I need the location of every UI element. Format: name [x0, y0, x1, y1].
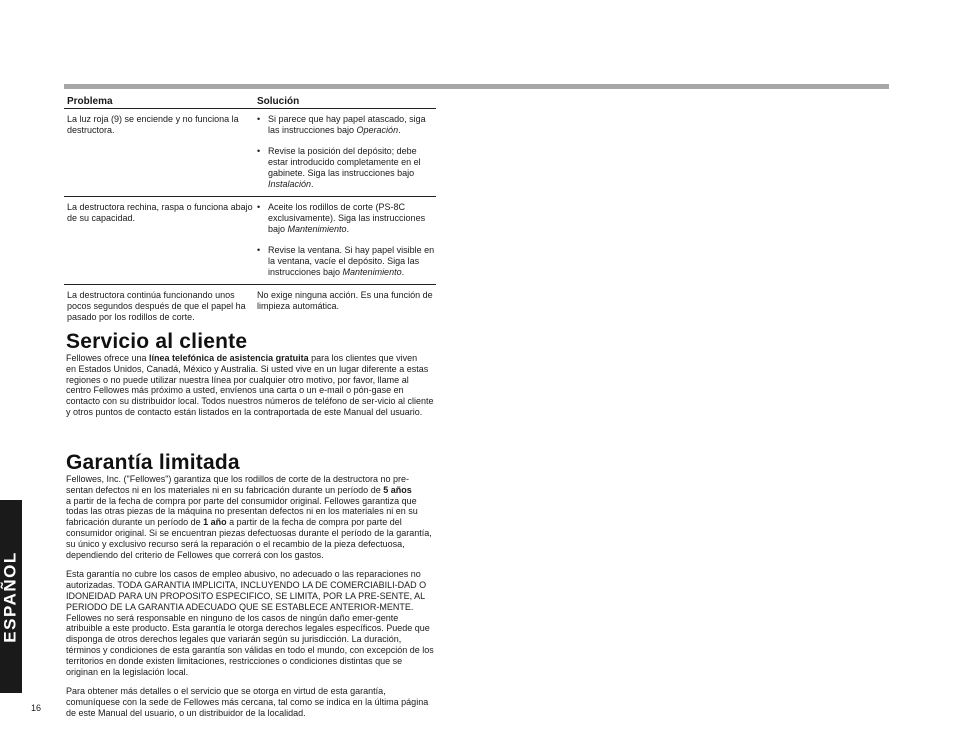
page-number: 16 — [31, 703, 42, 713]
solution-list — [257, 202, 436, 278]
solution-cell: No exige ninguna acción. Es una función de limpieza automática. — [257, 290, 433, 311]
hotline-emphasis: línea telefónica de asistencia gratuita — [149, 353, 309, 363]
table-row — [64, 109, 436, 197]
solution-end: . — [401, 267, 405, 277]
header-solution: Solución — [254, 95, 436, 109]
problem-cell: La destructora continúa funcionando unos pocos segundos después de que el papel ha pasado por los rodillos de corte. — [67, 290, 246, 322]
garantia-paragraph-4: Para obtener más detalles o el servicio que se otorga en virtud de esta garantía, comuníquese con la sede de Fellowes más cercana, tal como se indica en la última página de este Manual del usuario, o un distribuidor de la localidad. — [66, 686, 429, 718]
solution-list — [257, 114, 436, 190]
table-row — [64, 285, 436, 330]
garantia-paragraph-3: Esta garantía no cubre los casos de empleo abusivo, no adecuado o las reparaciones no autorizadas. TODA GARANTIA IMPLICITA, INCLUYENDO LA DE COMERCIABILI-DAD O IDONEIDAD PARA UN PROPOSITO ESPECIFICO, SE LIMITA, POR LA PRE-SENTE, AL PERIODO DE LA GARANTIA ADECUADO QUE SE ESTABLECE ANTERIOR-MENTE. Fellowes no será responsable en ninguno de los casos de ningún daño emer-gente atribuible a este producto. Esta garantía le otorga derechos legales específicos. Puede que disponga de otros derechos legales que variarán según su jurisdicción. La duración, términos y condiciones de esta garantía son válidas en todo el mundo, con excepción de los territorios en donde existen limitaciones, restricciones o condiciones distintas que se originan en la legislación local. — [66, 569, 434, 677]
garantia-paragraph-1 — [66, 474, 434, 496]
section-title-servicio: Servicio al cliente — [66, 330, 248, 353]
warranty-period-1: 1 año — [203, 517, 227, 528]
solution-reference: Mantenimiento — [342, 267, 402, 277]
text-run: Fellowes ofrece una — [66, 353, 150, 363]
table-row — [64, 197, 436, 285]
text-run: Fellowes, Inc. ("Fellowes") garantiza que los rodillos de corte de la destructora no pre-sentan defectos ni en los materiales ni en su fabricación durante un período de — [66, 474, 410, 495]
section-title-garantia: Garantía limitada — [66, 451, 240, 474]
solution-item — [257, 202, 436, 235]
troubleshooting-table — [64, 95, 436, 329]
problem-cell: La destructora rechina, raspa o funciona abajo de su capacidad. — [64, 197, 254, 285]
bullet-icon: • — [257, 202, 261, 212]
solution-reference: Mantenimiento — [287, 224, 347, 234]
text-run: para los clientes que viven — [308, 353, 418, 363]
solution-item — [257, 114, 436, 136]
garantia-paragraph-2 — [66, 496, 434, 561]
bullet-icon: • — [257, 245, 261, 255]
text-run: a partir de la fecha de compra por parte del consumidor original. Si se encuentran piezas defectuosas durante el período de la garantía, su único y exclusivo recurso será la reparación o el recambio de la pieza defectuosa, dependiendo del criterio de Fellowes que correrá con los gastos. — [66, 517, 432, 560]
warranty-period-5: 5 años — [383, 484, 412, 495]
top-divider-rule — [64, 84, 889, 89]
solution-reference: Operación — [356, 125, 399, 135]
header-problem: Problema — [64, 95, 254, 109]
text-run: a partir de la fecha de compra por parte del consumidor original. Fellowes garantiza que todas las otras piezas de la máquina no presentan defectos ni en los materiales ni en su fabricación durante un período de — [66, 495, 418, 528]
solution-cell — [254, 109, 436, 197]
bullet-icon: • — [257, 114, 261, 124]
solution-item — [257, 245, 436, 278]
servicio-paragraph-2: en Estados Unidos, Canadá, México y Australia. Si usted vive en un lugar diferente a estas regiones o no puede utilizar nuestra línea por cualquier otro motivo, por favor, llame al centro Fellowes más próximo a usted, envíenos una carta o un e-mail o pón-gase en contacto con su distribuidor local. Todos nuestros números de teléfono de ser-vicio al cliente y otros puntos de contacto están listados en la contraportada de este Manual del usuario. — [66, 363, 434, 417]
language-label: ESPAÑOL — [1, 550, 21, 643]
customer-service-section — [66, 331, 434, 418]
solution-text: Aceite los rodillos de corte (PS-8C exclusivamente). Siga las instrucciones bajo — [268, 202, 426, 234]
solution-text: Revise la posición del depósito; debe estar introducido completamente en el gabinete. Siga las instrucciones bajo — [268, 146, 421, 178]
servicio-paragraph-1 — [66, 353, 434, 364]
solution-reference: Instalación — [268, 179, 312, 189]
bullet-icon: • — [257, 146, 261, 156]
solution-text: Si parece que hay papel atascado, siga las instrucciones bajo — [268, 114, 426, 135]
solution-item — [257, 146, 436, 190]
language-side-tab — [0, 500, 22, 693]
solution-end: . — [346, 224, 350, 234]
problem-cell: La luz roja (9) se enciende y no funciona la destructora. — [64, 109, 254, 197]
solution-end: . — [311, 179, 314, 189]
limited-warranty-section — [66, 452, 434, 719]
solution-cell — [254, 197, 436, 285]
solution-text: Revise la ventana. Si hay papel visible en la ventana, vacíe el depósito. Siga las instrucciones bajo — [268, 245, 435, 277]
table-header-row — [64, 95, 436, 109]
solution-end: . — [398, 125, 401, 135]
